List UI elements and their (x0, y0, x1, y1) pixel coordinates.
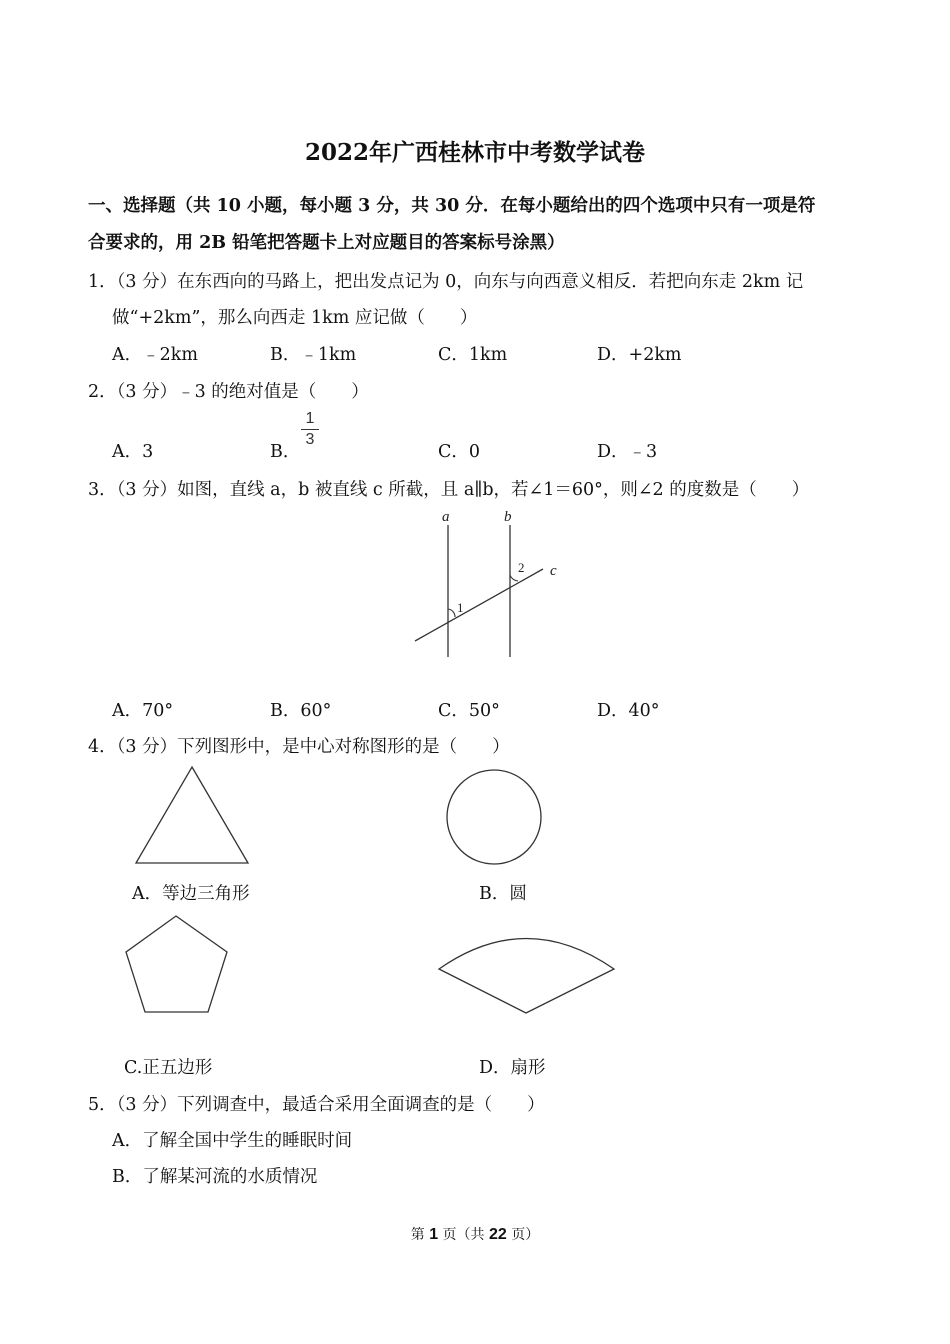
equilateral-triangle-figure (130, 762, 255, 870)
q1-text-line1: 1．（3 分）在东西向的马路上，把出发点记为 0，向东与向西意义相反．若把向东走 2km 记 (88, 272, 804, 292)
footer-total-pages: 22 (489, 1226, 507, 1243)
page-footer (0, 1224, 950, 1244)
q1-option-c[interactable]: C．1km (438, 345, 508, 365)
angle1-arc (448, 609, 455, 617)
q2-option-a[interactable]: A．3 (112, 442, 154, 462)
q5-option-b[interactable]: B．了解某河流的水质情况 (112, 1167, 318, 1187)
q4-option-c[interactable]: C.正五边形 (124, 1058, 213, 1078)
page-title: 2022年广西桂林市中考数学试卷 (304, 139, 645, 166)
q5-text-line1: 5．（3 分）下列调查中，最适合采用全面调查的是（ ） (88, 1095, 545, 1115)
sector-figure (434, 922, 620, 1018)
q5-option-a[interactable]: A．了解全国中学生的睡眠时间 (112, 1131, 353, 1151)
q3-option-c[interactable]: C．50° (438, 701, 500, 721)
q3-option-d[interactable]: D．40° (597, 701, 660, 721)
circle-figure (440, 765, 548, 869)
fraction-denominator: 3 (305, 431, 315, 448)
q2-option-c[interactable]: C．0 (438, 442, 481, 462)
line-c (415, 569, 543, 641)
q3-option-a[interactable]: A．70° (112, 701, 174, 721)
q2-option-d[interactable]: D．﹣3 (597, 442, 658, 462)
q1-text-line2: 做“+2km”，那么向西走 1km 应记做（ ） (112, 308, 478, 328)
q2-option-b-fraction (298, 410, 322, 449)
footer-page-number: 1 (429, 1226, 439, 1243)
q1-option-d[interactable]: D．+2km (597, 345, 682, 365)
label-b: b (504, 509, 512, 525)
label-a: a (442, 509, 450, 525)
regular-pentagon-figure (120, 910, 232, 1018)
q3-text-line1: 3．（3 分）如图，直线 a，b 被直线 c 所截，且 a∥b，若∠1＝60°，则∠2 的度数是（ ） (88, 480, 810, 500)
q4-text-line1: 4．（3 分）下列图形中，是中心对称图形的是（ ） (88, 737, 510, 757)
q3-option-b[interactable]: B．60° (270, 701, 332, 721)
label-angle2: 2 (518, 560, 525, 575)
section-heading-line1: 一、选择题（共 10 小题，每小题 3 分，共 30 分．在每小题给出的四个选项中只有一项是符 (88, 196, 816, 216)
q4-option-d[interactable]: D．扇形 (479, 1058, 546, 1078)
q2-text-line1: 2．（3 分）﹣3 的绝对值是（ ） (88, 382, 369, 402)
q4-option-a[interactable]: A．等边三角形 (132, 884, 250, 904)
q4-option-b[interactable]: B．圆 (479, 884, 527, 904)
label-angle1: 1 (457, 600, 464, 615)
section-heading-line2: 合要求的，用 2B 铅笔把答题卡上对应题目的答案标号涂黑） (88, 233, 565, 253)
q3-parallel-lines-figure (405, 505, 575, 665)
q2-option-b[interactable]: B． (270, 442, 301, 462)
fraction-numerator: 1 (305, 410, 315, 427)
fraction-bar (301, 429, 319, 430)
footer-suffix: 页） (511, 1227, 540, 1243)
footer-prefix: 第 (410, 1227, 425, 1243)
footer-middle: 页（共 (442, 1227, 485, 1243)
q1-option-b[interactable]: B．﹣1km (270, 345, 357, 365)
q1-option-a[interactable]: A．﹣2km (112, 345, 198, 365)
angle2-arc (510, 575, 518, 581)
label-c: c (550, 563, 557, 579)
